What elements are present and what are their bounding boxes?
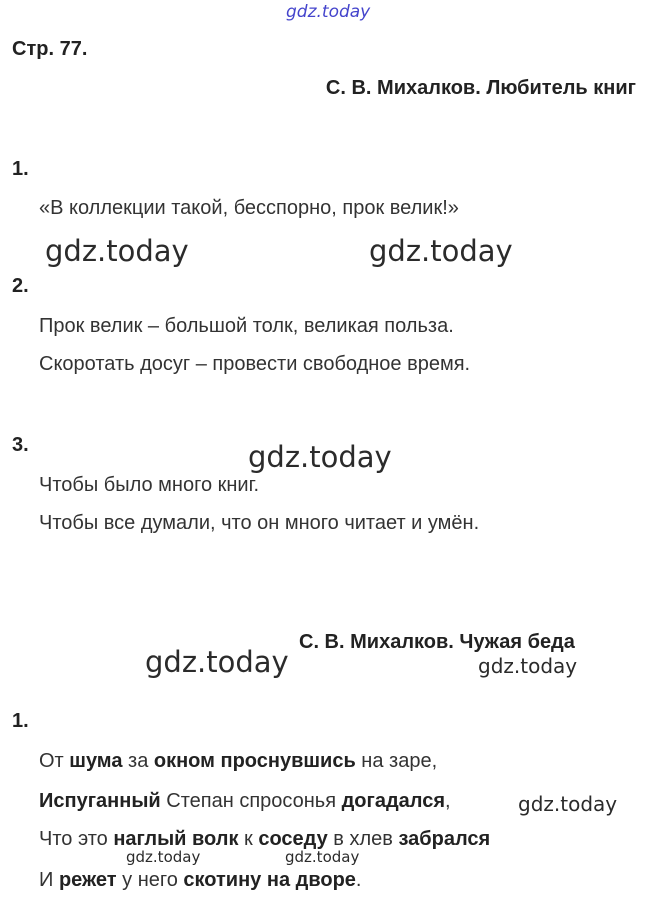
poem-text: Что это [39,828,114,850]
watermark: gdz.today [478,654,578,678]
poem-text: у него [116,869,184,891]
answer-number-1: 1. [12,158,29,180]
poem-text: за [122,750,154,772]
poem-text: в хлев [327,828,399,850]
answer-2-line-2: Скоротать досуг – провести свободное время. [39,353,471,375]
answer-3-line-2: Чтобы все думали, что он много читает и умён. [39,512,480,534]
answer-number-3: 3. [12,434,29,456]
answer-1-line-1: «В коллекции такой, бесспорно, прок велик!» [39,197,459,219]
page-title: Стр. 77. [12,38,88,60]
poem-text: , [445,790,451,812]
poem-bold-word: догадался [341,790,446,812]
watermark: gdz.today [369,234,513,268]
watermark-top: gdz.today [286,2,371,22]
poem-text: От [39,750,70,772]
poem-bold-word: Испуганный [39,790,161,812]
poem-bold-word: наглый волк [113,828,239,850]
answer-number-2: 2. [12,275,29,297]
poem-text: Степан спросонья [160,790,342,812]
poem-text: . [355,869,362,891]
poem-bold-word: шума [69,750,123,772]
poem-bold-word: забрался [398,828,491,850]
poem-bold-word: скотину на дворе [183,869,356,891]
poem-line-3 [39,828,490,851]
poem-line-2 [39,790,451,813]
poem-bold-word: режет [58,869,117,891]
poem-text: на заре, [355,750,438,772]
answer-3-line-1: Чтобы было много книг. [39,474,260,496]
poem-line-1 [39,750,437,773]
watermark: gdz.today [248,440,392,474]
watermark: gdz.today [145,645,289,679]
poem-text: к [238,828,259,850]
section-title-chuzhaya-beda: С. В. Михалков. Чужая беда [299,631,575,653]
poem-text: И [39,869,59,891]
answer-2-line-1: Прок велик – большой толк, великая польза. [39,315,454,337]
section-title-lyubitel-knig: С. В. Михалков. Любитель книг [325,77,636,99]
answer-number-chuzhaya-1: 1. [12,710,29,732]
poem-bold-word: соседу [258,828,328,850]
watermark: gdz.today [518,792,618,816]
watermark: gdz.today [126,848,201,866]
poem-line-4 [39,869,361,892]
watermark: gdz.today [285,848,360,866]
poem-bold-word: окном проснувшись [153,750,356,772]
watermark: gdz.today [45,234,189,268]
